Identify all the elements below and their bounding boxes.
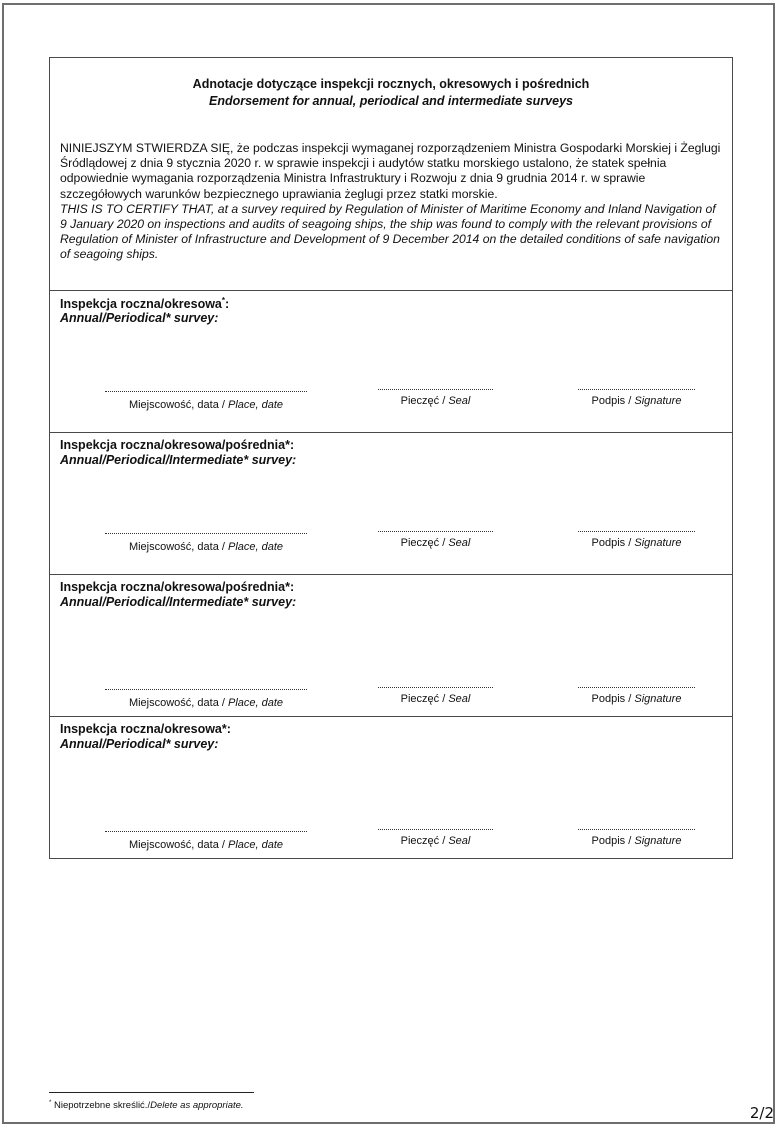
survey-title-english: Annual/Periodical* survey: xyxy=(60,311,219,325)
certification-text-english: THIS IS TO CERTIFY THAT, at a survey required by Regulation of Minister of Maritime Economy and Inland Navigation of 9 January 2020 on inspections and audits of seagoing ships, the ship was found to comply with the relevant provisions of Regulation of Minister of Infrastructure and Development of 9 December 2014 on the detailed conditions of safe navigation of seagoing ships. xyxy=(60,201,720,262)
place-date-field[interactable] xyxy=(105,689,307,709)
form-title-english: Endorsement for annual, periodical and intermediate surveys xyxy=(209,94,573,108)
place-date-dotted-line[interactable] xyxy=(105,391,307,392)
seal-label: Pieczęć / Seal xyxy=(400,693,471,705)
survey-title-english: Annual/Periodical/Intermediate* survey: xyxy=(60,453,297,467)
place-date-label: Miejscowość, data / Place, date xyxy=(128,839,284,851)
footnote-text-english: Delete as appropriate. xyxy=(150,1100,244,1112)
seal-label: Pieczęć / Seal xyxy=(400,537,471,549)
signature-field[interactable] xyxy=(578,687,695,705)
place-date-field[interactable] xyxy=(105,831,307,851)
footnote-marker: * xyxy=(49,1100,52,1106)
survey-title-polish-text: Inspekcja roczna/okresowa/pośrednia xyxy=(60,438,286,452)
survey-title-polish xyxy=(60,580,294,594)
survey-section xyxy=(50,575,732,717)
survey-title-polish xyxy=(60,438,294,452)
survey-title-polish-text: Inspekcja roczna/okresowa/pośrednia xyxy=(60,580,286,594)
survey-title-english: Annual/Periodical/Intermediate* survey: xyxy=(60,595,297,609)
place-date-field[interactable] xyxy=(105,391,307,411)
signature-dotted-line[interactable] xyxy=(578,829,695,830)
seal-field[interactable] xyxy=(378,531,493,549)
footnote-marker: * xyxy=(285,438,290,452)
footnote xyxy=(49,1100,244,1111)
signature-dotted-line[interactable] xyxy=(578,531,695,532)
survey-title-colon: : xyxy=(226,722,231,736)
place-date-label: Miejscowość, data / Place, date xyxy=(128,541,284,553)
seal-field[interactable] xyxy=(378,389,493,407)
footnote-marker: * xyxy=(221,722,227,736)
page-number: 2/2 xyxy=(749,1104,774,1122)
survey-section xyxy=(50,291,732,433)
seal-dotted-line[interactable] xyxy=(378,389,493,390)
footnote-separator xyxy=(49,1092,254,1093)
place-date-dotted-line[interactable] xyxy=(105,831,307,832)
seal-dotted-line[interactable] xyxy=(378,687,493,688)
survey-title-colon: : xyxy=(225,297,230,312)
survey-title-polish xyxy=(60,296,229,311)
seal-label: Pieczęć / Seal xyxy=(400,395,471,407)
seal-dotted-line[interactable] xyxy=(378,829,493,830)
footnote-text-polish: Niepotrzebne skreślić./ xyxy=(51,1100,151,1112)
place-date-field[interactable] xyxy=(105,533,307,553)
form-title-polish: Adnotacje dotyczące inspekcji rocznych, okresowych i pośrednich xyxy=(192,77,590,91)
signature-label: Podpis / Signature xyxy=(591,693,682,705)
place-date-label: Miejscowość, data / Place, date xyxy=(128,697,284,709)
seal-field[interactable] xyxy=(378,687,493,705)
seal-dotted-line[interactable] xyxy=(378,531,493,532)
place-date-label: Miejscowość, data / Place, date xyxy=(128,399,284,411)
certification-statement xyxy=(60,141,724,263)
footnote-marker: * xyxy=(285,580,290,594)
footnote-marker: * xyxy=(221,296,226,305)
survey-title-colon: : xyxy=(289,438,295,452)
signature-dotted-line[interactable] xyxy=(578,687,695,688)
signature-field[interactable] xyxy=(578,389,695,407)
certification-text-polish: NINIEJSZYM STWIERDZA SIĘ, że podczas inspekcji wymaganej rozporządzeniem Ministra Gospodarki Morskiej i Żeglugi Śródlądowej z dnia 9 stycznia 2020 r. w sprawie inspekcji i audytów statku morskiego ustalono, że statek spełnia odpowiednie wymagania rozporządzenia Ministra Infrastruktury i Rozwoju z dnia 9 grudnia 2014 r. w sprawie szczegółowych warunków bezpiecznego uprawiania żeglugi przez statki morskie. xyxy=(60,141,721,201)
survey-section xyxy=(50,433,732,575)
form-header xyxy=(50,58,732,291)
survey-title-polish xyxy=(60,722,231,736)
survey-title-english: Annual/Periodical* survey: xyxy=(60,737,219,751)
endorsement-form xyxy=(49,57,733,859)
survey-title-polish-text: Inspekcja roczna/okresowa xyxy=(60,297,222,312)
signature-label: Podpis / Signature xyxy=(591,835,682,847)
survey-title-polish-text: Inspekcja roczna/okresowa xyxy=(60,722,222,736)
survey-title-colon: : xyxy=(289,580,295,594)
signature-field[interactable] xyxy=(578,829,695,847)
signature-label: Podpis / Signature xyxy=(591,395,682,407)
seal-label: Pieczęć / Seal xyxy=(400,835,471,847)
seal-field[interactable] xyxy=(378,829,493,847)
signature-dotted-line[interactable] xyxy=(578,389,695,390)
survey-section xyxy=(50,717,732,859)
signature-label: Podpis / Signature xyxy=(591,537,682,549)
place-date-dotted-line[interactable] xyxy=(105,689,307,690)
signature-field[interactable] xyxy=(578,531,695,549)
place-date-dotted-line[interactable] xyxy=(105,533,307,534)
